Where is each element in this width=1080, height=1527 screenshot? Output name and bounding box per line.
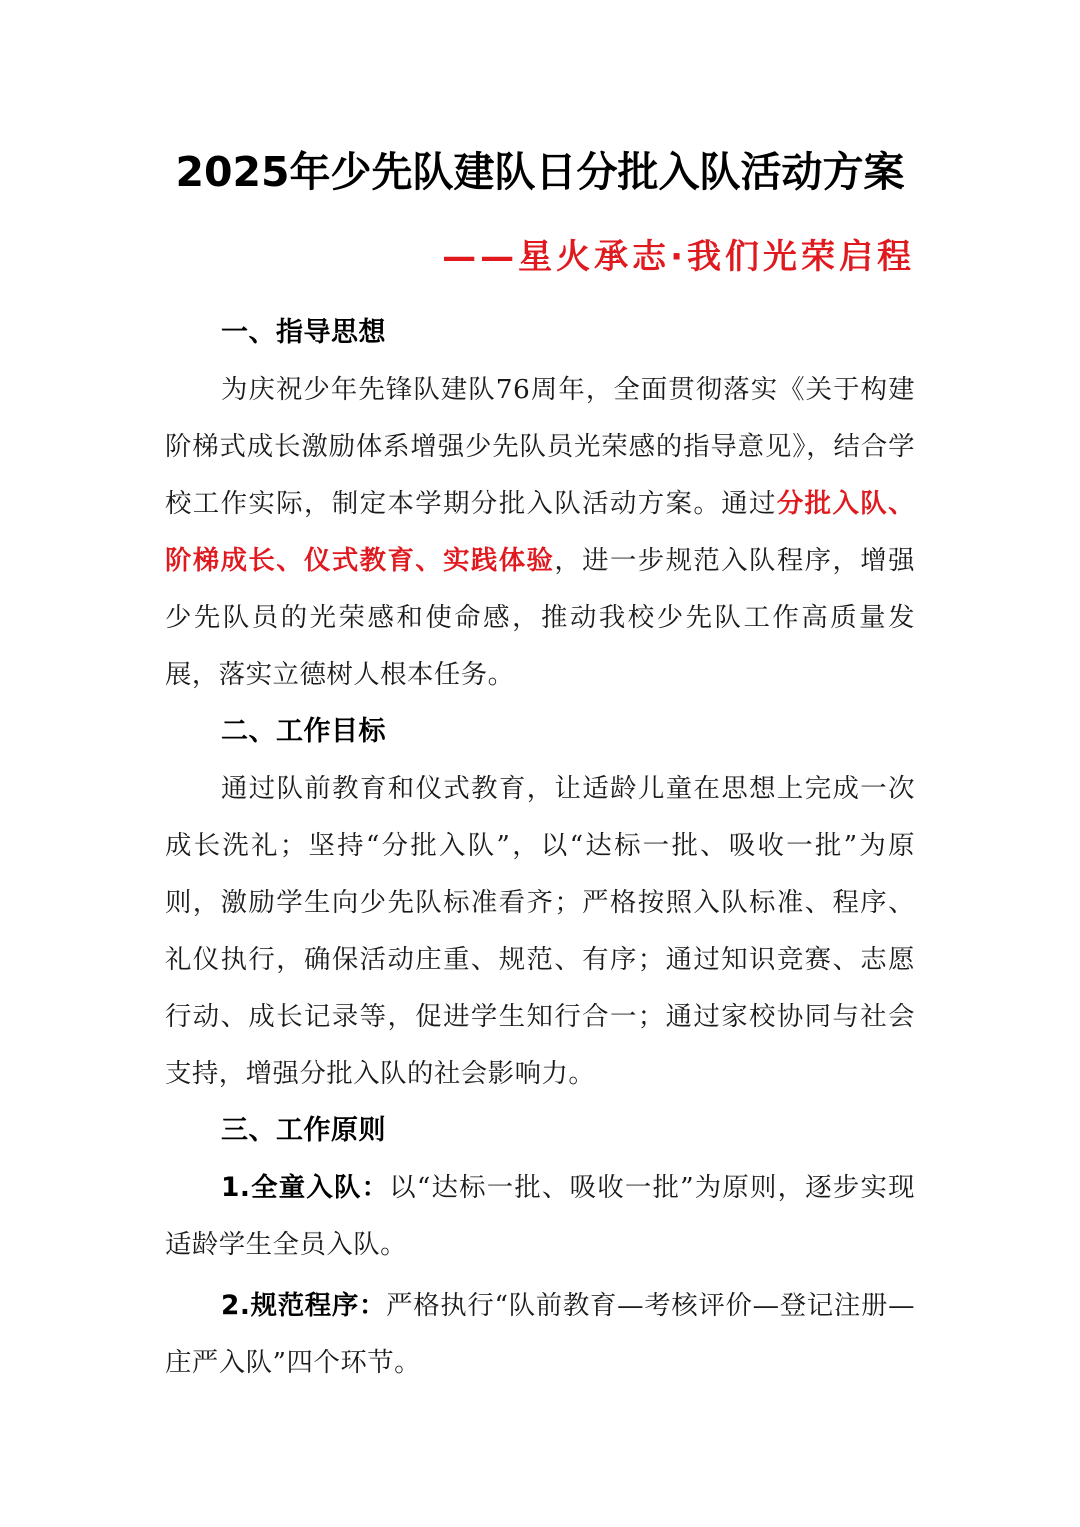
principle-item: [165, 1159, 915, 1273]
document-subtitle: ——星火承志·我们光荣启程: [442, 237, 915, 277]
paragraph-guiding: [165, 361, 915, 703]
paragraph-goals: 通过队前教育和仪式教育，让适龄儿童在思想上完成一次成长洗礼；坚持“分批入队”，以“达标一批、吸收一批”为原则，激励学生向少先队标准看齐；严格按照入队标准、程序、礼仪执行，确保活动庄重、规范、有序；通过知识竞赛、志愿行动、成长记录等，促进学生知行合一；通过家校协同与社会支持，增强分批入队的社会影响力。: [165, 773, 915, 1089]
principle-lead: 1.全童入队：: [221, 1172, 390, 1203]
paragraph-text: 为庆祝少年先锋队建队76周年，全面贯彻落实《关于构建阶梯式成长激励体系增强少先队员光荣感的指导意见》，结合学校工作实际，制定本学期分批入队活动方案。通过: [165, 374, 915, 519]
section-heading-principles: 三、工作原则: [221, 1115, 386, 1146]
principle-text: 以“达标一批、吸收一批”为原则，逐步实现适龄学生全员入队。: [165, 1172, 916, 1260]
section-heading-guiding: 一、指导思想: [221, 317, 386, 348]
document-title: 2025年少先队建队日分批入队活动方案: [175, 148, 905, 196]
highlight-text: 分批入队、阶梯成长、仪式教育、实践体验: [165, 488, 916, 576]
section-heading-goals: 二、工作目标: [221, 716, 386, 747]
principle-text: 严格执行“队前教育—考核评价—登记注册—庄严入队”四个环节。: [165, 1290, 915, 1378]
document-body: [165, 304, 915, 1391]
principle-item: [165, 1277, 915, 1391]
paragraph-text: ，进一步规范入队程序，增强少先队员的光荣感和使命感，推动我校少先队工作高质量发展，落实立德树人根本任务。: [165, 545, 916, 690]
principle-lead: 2.规范程序：: [221, 1290, 387, 1321]
